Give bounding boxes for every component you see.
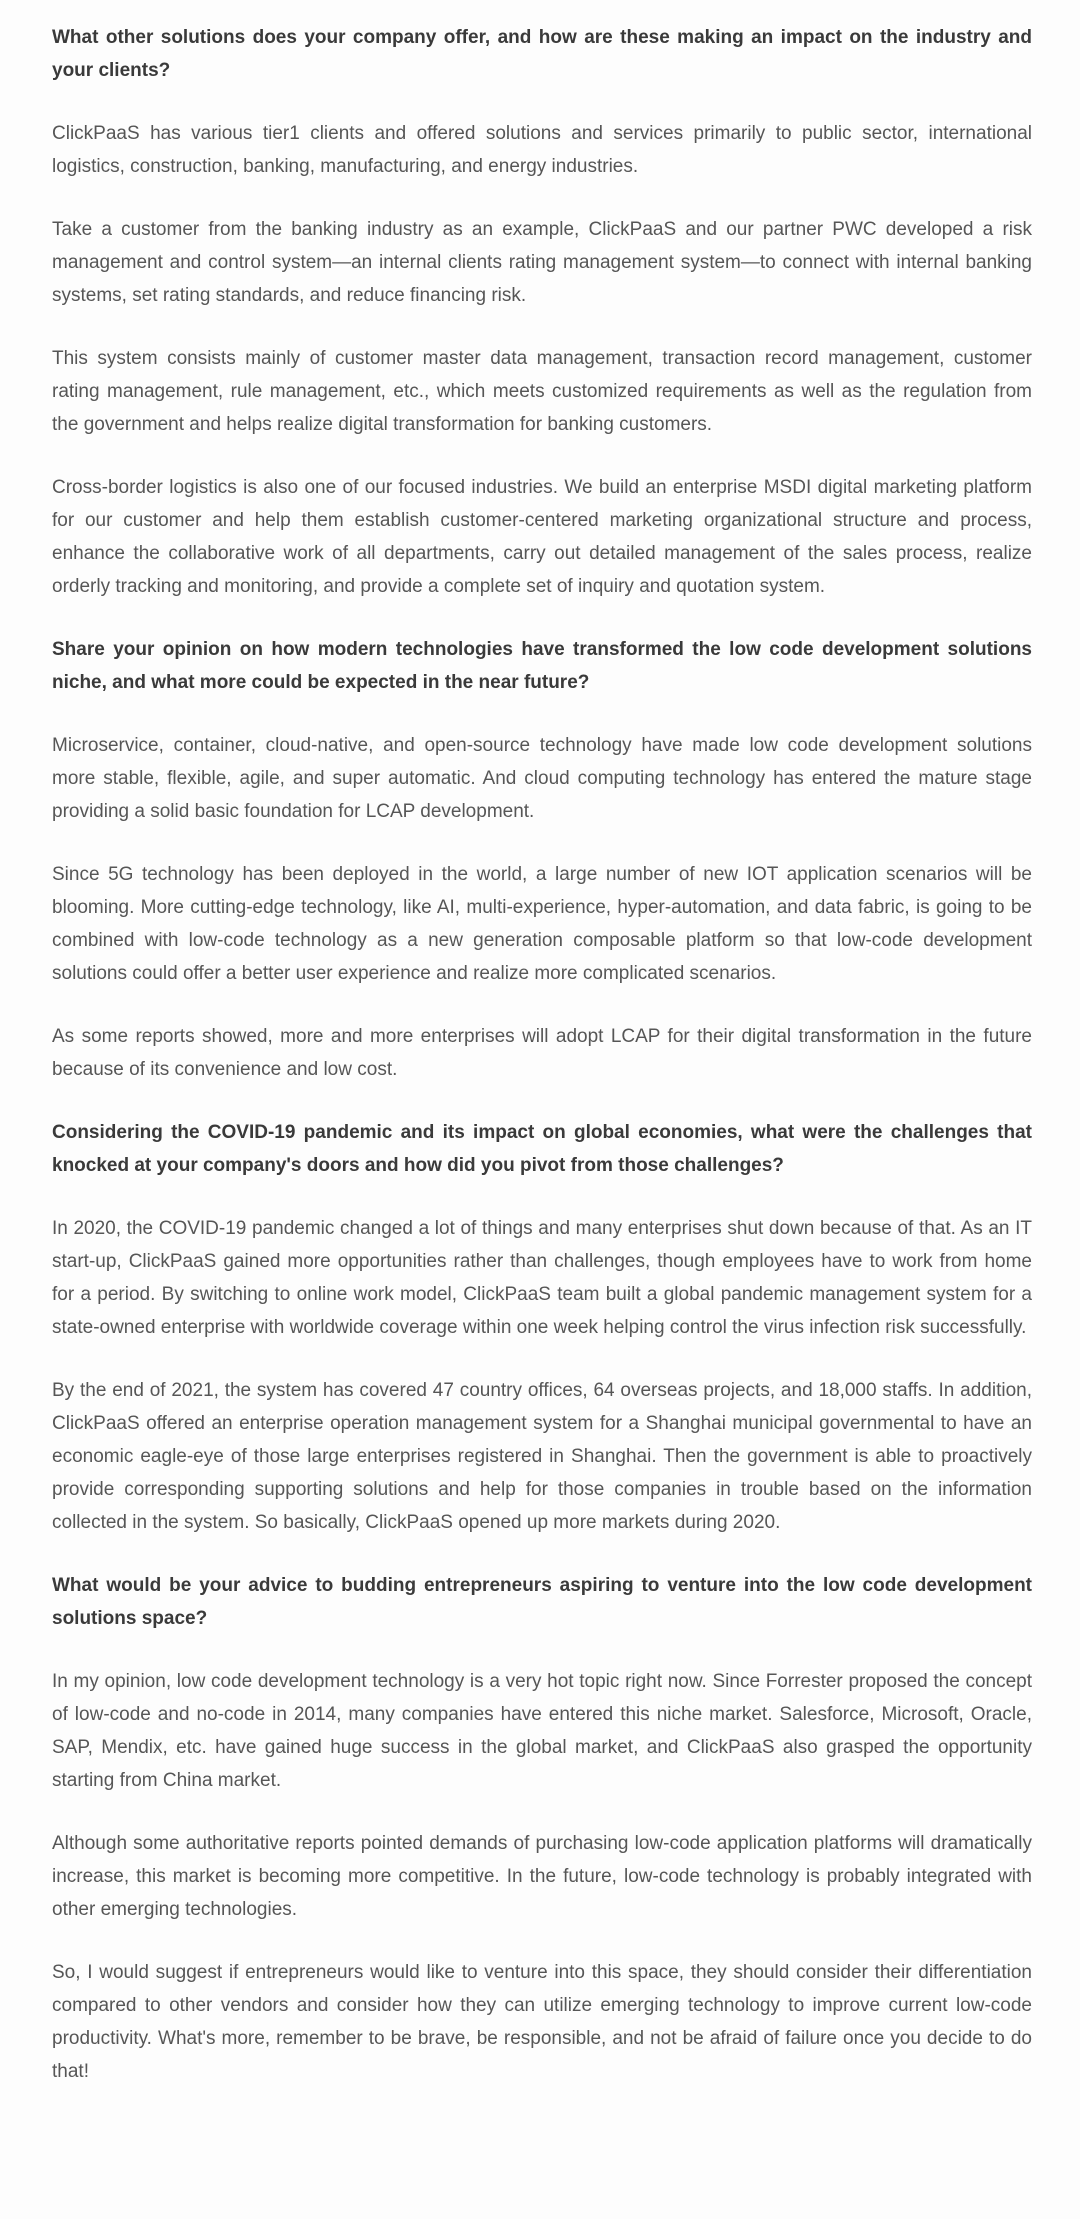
answer-paragraph: So, I would suggest if entrepreneurs would like to venture into this space, they should consider their differentiation compared to other vendors and consider how they can utilize emerging technology to improve current low-code productivity. What's more, remember to be brave, be responsible, and not be afraid of failure once you decide to do that!	[52, 1962, 1032, 2082]
qa-section-advice-entrepreneurs	[52, 1569, 1032, 2088]
answer-paragraph: By the end of 2021, the system has covered 47 country offices, 64 overseas projects, and 18,000 staffs. In addition, ClickPaaS offered an enterprise operation management system for a Shanghai municipal governmental to have an economic eagle-eye of those large enterprises registered in Shanghai. Then the government is able to proactively provide corresponding supporting solutions and help for those companies in trouble based on the information collected in the system. So basically, ClickPaaS opened up more markets during 2020.	[52, 1380, 1032, 1533]
interview-article	[52, 21, 1032, 2088]
answer-paragraph: As some reports showed, more and more enterprises will adopt LCAP for their digital transformation in the future because of its convenience and low cost.	[52, 1026, 1032, 1080]
qa-section-covid-challenges	[52, 1116, 1032, 1539]
answer-paragraph: Since 5G technology has been deployed in the world, a large number of new IOT application scenarios will be blooming. More cutting-edge technology, like AI, multi-experience, hyper-automation, and data fabric, is going to be combined with low-code technology as a new generation composable platform so that low-code development solutions could offer a better user experience and realize more complicated scenarios.	[52, 864, 1032, 984]
answer-paragraph: Take a customer from the banking industry as an example, ClickPaaS and our partner PWC developed a risk management and control system—an internal clients rating management system—to connect with internal banking systems, set rating standards, and reduce financing risk.	[52, 219, 1032, 306]
answer-paragraph: ClickPaaS has various tier1 clients and offered solutions and services primarily to public sector, international logistics, construction, banking, manufacturing, and energy industries.	[52, 123, 1032, 177]
answer-paragraph: In 2020, the COVID-19 pandemic changed a lot of things and many enterprises shut down because of that. As an IT start-up, ClickPaaS gained more opportunities rather than challenges, though employees have to work from home for a period. By switching to online work model, ClickPaaS team built a global pandemic management system for a state-owned enterprise with worldwide coverage within one week helping control the virus infection risk successfully.	[52, 1218, 1032, 1338]
question-heading: Considering the COVID-19 pandemic and its impact on global economies, what were the challenges that knocked at your company's doors and how did you pivot from those challenges?	[52, 1122, 1032, 1176]
qa-section-modern-technologies	[52, 633, 1032, 1086]
answer-paragraph: Cross-border logistics is also one of our focused industries. We build an enterprise MSDI digital marketing platform for our customer and help them establish customer-centered marketing organizational structure and process, enhance the collaborative work of all departments, carry out detailed management of the sales process, realize orderly tracking and monitoring, and provide a complete set of inquiry and quotation system.	[52, 477, 1032, 597]
answer-paragraph: In my opinion, low code development technology is a very hot topic right now. Since Forrester proposed the concept of low-code and no-code in 2014, many companies have entered this niche market. Salesforce, Microsoft, Oracle, SAP, Mendix, etc. have gained huge success in the global market, and ClickPaaS also grasped the opportunity starting from China market.	[52, 1671, 1032, 1791]
question-heading: Share your opinion on how modern technologies have transformed the low code development solutions niche, and what more could be expected in the near future?	[52, 639, 1032, 693]
answer-paragraph: This system consists mainly of customer master data management, transaction record management, customer rating management, rule management, etc., which meets customized requirements as well as the regulation from the government and helps realize digital transformation for banking customers.	[52, 348, 1032, 435]
answer-paragraph: Although some authoritative reports pointed demands of purchasing low-code application platforms will dramatically increase, this market is becoming more competitive. In the future, low-code technology is probably integrated with other emerging technologies.	[52, 1833, 1032, 1920]
question-heading: What would be your advice to budding entrepreneurs aspiring to venture into the low code development solutions space?	[52, 1575, 1032, 1629]
qa-section-other-solutions	[52, 21, 1032, 603]
question-heading: What other solutions does your company offer, and how are these making an impact on the industry and your clients?	[52, 27, 1032, 81]
answer-paragraph: Microservice, container, cloud-native, and open-source technology have made low code development solutions more stable, flexible, agile, and super automatic. And cloud computing technology has entered the mature stage providing a solid basic foundation for LCAP development.	[52, 735, 1032, 822]
